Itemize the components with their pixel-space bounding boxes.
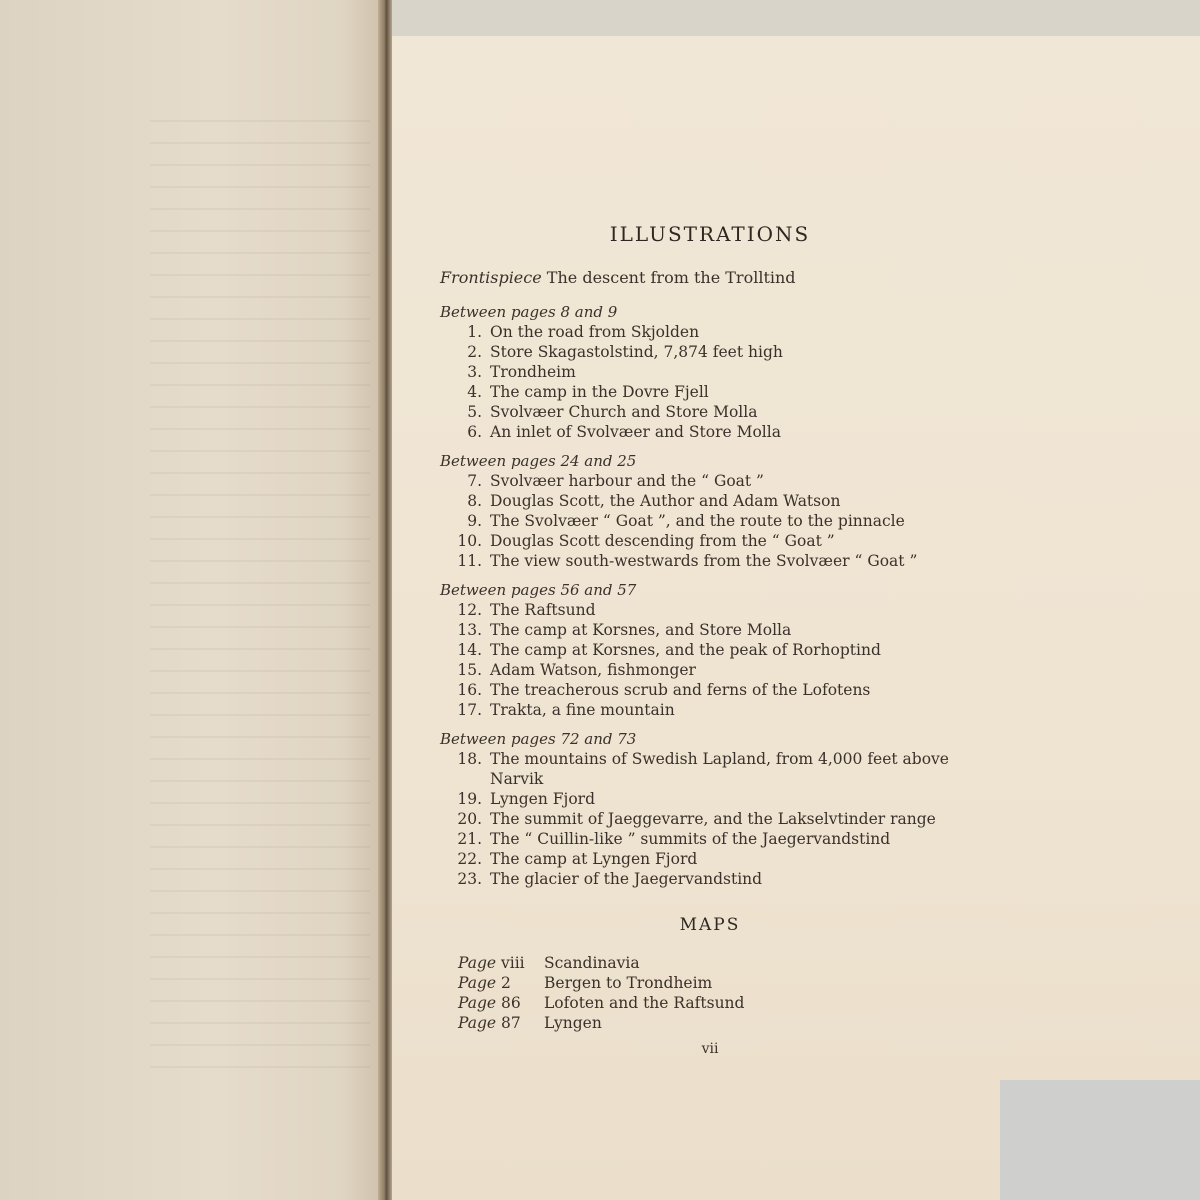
- item-number: 19.: [457, 790, 482, 808]
- item-text: The “ Cuillin-like ” summits of the Jaegervandstind: [490, 830, 891, 848]
- map-title: Bergen to Trondheim: [544, 974, 713, 992]
- item-text: The glacier of the Jaegervandstind: [490, 870, 763, 888]
- item-text: The Svolvæer “ Goat ”, and the route to the pinnacle: [490, 512, 905, 530]
- map-page-ref: [458, 953, 544, 973]
- item-text: Douglas Scott descending from the “ Goat ”: [490, 532, 835, 550]
- item-text: Lyngen Fjord: [490, 790, 595, 808]
- item-text: Adam Watson, fishmonger: [490, 661, 696, 679]
- list-item: [440, 620, 980, 640]
- list-item: [440, 491, 980, 511]
- frontispiece-label: Frontispiece: [440, 268, 542, 287]
- list-item: [440, 531, 980, 551]
- item-text: The camp at Korsnes, and the peak of Rorhoptind: [490, 641, 881, 659]
- list-item: [440, 342, 980, 362]
- list-item: [440, 700, 980, 720]
- item-number: 1.: [467, 323, 482, 341]
- map-page-number: 2: [501, 974, 511, 992]
- list-item: [440, 422, 980, 442]
- map-page-label: Page: [458, 1014, 497, 1032]
- item-number: 8.: [467, 492, 482, 510]
- page-title: ILLUSTRATIONS: [609, 222, 811, 246]
- item-number: 7.: [467, 472, 482, 490]
- maps-title: MAPS: [679, 915, 741, 935]
- list-item: [440, 551, 980, 571]
- list-item: [440, 322, 980, 342]
- item-text: The treacherous scrub and ferns of the Lofotens: [490, 681, 871, 699]
- map-entry: [440, 973, 980, 993]
- maps-list: [440, 953, 980, 1033]
- frontispiece-text: The descent from the Trolltind: [546, 268, 796, 287]
- list-item: [440, 660, 980, 680]
- list-item: [440, 382, 980, 402]
- map-page-label: Page: [458, 994, 497, 1012]
- background-surface: [1000, 1080, 1200, 1200]
- item-text: The mountains of Swedish Lapland, from 4,000 feet above Narvik: [490, 750, 949, 788]
- section-heading: Between pages 8 and 9: [440, 303, 618, 321]
- map-title: Scandinavia: [544, 954, 640, 972]
- map-page-ref: [458, 1013, 544, 1033]
- item-number: 16.: [457, 681, 482, 699]
- item-text: Trondheim: [490, 363, 576, 381]
- item-number: 9.: [467, 512, 482, 530]
- item-text: The camp at Lyngen Fjord: [490, 850, 698, 868]
- page-number: vii: [701, 1041, 719, 1057]
- list-item: [440, 789, 980, 809]
- item-text: The camp in the Dovre Fjell: [490, 383, 709, 401]
- list-item: [440, 849, 980, 869]
- map-entry: [440, 1013, 980, 1033]
- list-item: [440, 680, 980, 700]
- map-title: Lyngen: [544, 1014, 602, 1032]
- show-through-text: [150, 120, 370, 1080]
- item-number: 14.: [457, 641, 482, 659]
- list-item: [440, 809, 980, 829]
- map-page-number: 87: [501, 1014, 521, 1032]
- item-number: 5.: [467, 403, 482, 421]
- list-item: [440, 869, 980, 889]
- book-gutter: [378, 0, 392, 1200]
- map-page-number: 86: [501, 994, 521, 1012]
- illustrations-list: [440, 222, 980, 1057]
- map-page-ref: [458, 973, 544, 993]
- item-number: 18.: [457, 750, 482, 768]
- item-number: 17.: [457, 701, 482, 719]
- item-number: 12.: [457, 601, 482, 619]
- item-number: 4.: [467, 383, 482, 401]
- item-text: Svolvæer Church and Store Molla: [490, 403, 758, 421]
- list-item: [440, 511, 980, 531]
- list-item: [440, 640, 980, 660]
- item-text: An inlet of Svolvæer and Store Molla: [490, 423, 781, 441]
- item-text: Store Skagastolstind, 7,874 feet high: [490, 343, 783, 361]
- item-text: The Raftsund: [490, 601, 596, 619]
- item-text: The camp at Korsnes, and Store Molla: [490, 621, 792, 639]
- item-text: On the road from Skjolden: [490, 323, 700, 341]
- item-number: 2.: [467, 343, 482, 361]
- item-number: 21.: [457, 830, 482, 848]
- item-number: 11.: [457, 552, 482, 570]
- list-item: [440, 362, 980, 382]
- item-number: 15.: [457, 661, 482, 679]
- item-text: The view south-westwards from the Svolvæer “ Goat ”: [490, 552, 918, 570]
- item-number: 10.: [457, 532, 482, 550]
- section-heading: Between pages 72 and 73: [440, 730, 637, 748]
- item-text: The summit of Jaeggevarre, and the Lakselvtinder range: [490, 810, 936, 828]
- item-number: 23.: [457, 870, 482, 888]
- left-page: [0, 0, 388, 1200]
- section-heading: Between pages 56 and 57: [440, 581, 637, 599]
- item-number: 13.: [457, 621, 482, 639]
- list-item: [440, 749, 980, 789]
- list-item: [440, 829, 980, 849]
- list-item: [440, 600, 980, 620]
- map-title: Lofoten and the Raftsund: [544, 994, 745, 1012]
- section-heading: Between pages 24 and 25: [440, 452, 637, 470]
- map-page-ref: [458, 993, 544, 1013]
- map-entry: [440, 993, 980, 1013]
- list-item: [440, 471, 980, 491]
- map-page-label: Page: [458, 974, 497, 992]
- list-item: [440, 402, 980, 422]
- item-text: Svolvæer harbour and the “ Goat ”: [490, 472, 764, 490]
- map-page-label: Page: [458, 954, 497, 972]
- frontispiece-line: [440, 268, 980, 287]
- item-number: 3.: [467, 363, 482, 381]
- map-page-number: viii: [501, 954, 525, 972]
- sections: [440, 303, 980, 889]
- item-number: 22.: [457, 850, 482, 868]
- item-text: Douglas Scott, the Author and Adam Watson: [490, 492, 841, 510]
- item-number: 6.: [467, 423, 482, 441]
- item-text: Trakta, a fine mountain: [490, 701, 675, 719]
- item-number: 20.: [457, 810, 482, 828]
- map-entry: [440, 953, 980, 973]
